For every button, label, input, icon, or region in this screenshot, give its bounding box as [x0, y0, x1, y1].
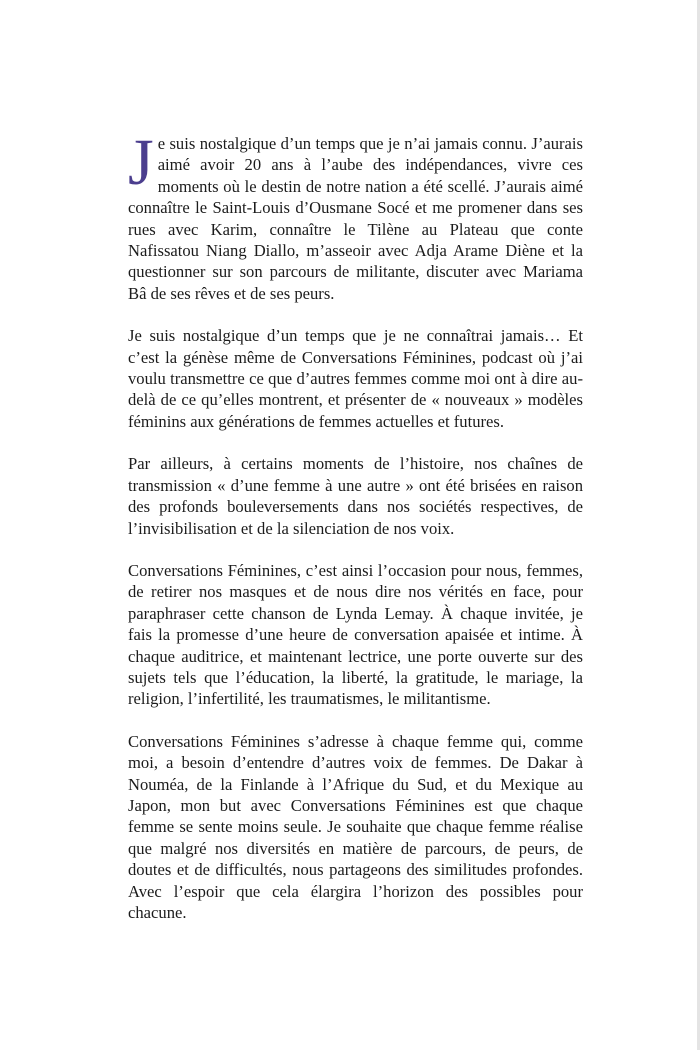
paragraph-5: Conversations Féminines s’adresse à chaque femme qui, comme moi, a besoin d’entendre d’autres voix de femmes. De Dakar à Nouméa, de la Finlande à l’Afrique du Sud, et du Mexique au Japon, mon but avec Conversations Féminines est que chaque femme se sente moins seule. Je souhaite que chaque femme réalise que malgré nos diversités en matière de parcours, de peurs, de doutes et de difficultés, nous partageons des similitudes profondes. Avec l’espoir que cela élargira l’horizon des possibles pour chacune.: [128, 731, 583, 922]
paragraph-4: Conversations Féminines, c’est ainsi l’occasion pour nous, femmes, de retirer nos masques et de nous dire nos vérités en face, pour paraphraser cette chanson de Lynda Lemay. À chaque invitée, je fais la promesse d’une heure de conversation apaisée et intime. À chaque auditrice, et maintenant lectrice, une porte ouverte sur des sujets tels que l’éducation, la liberté, la gratitude, le mariage, la religion, l’infertilité, les traumatismes, le militantisme.: [128, 560, 583, 709]
preface-text: [128, 126, 583, 923]
paragraph-2: Je suis nostalgique d’un temps que je ne connaîtrai jamais… Et c’est la génèse même de Conversations Féminines, podcast où j’ai voulu transmettre ce que d’autres femmes comme moi ont à dire au-delà de ce qu’elles montrent, et présenter de « nouveaux » modèles féminins aux générations de femmes actuelles et futures.: [128, 326, 583, 431]
paragraph-3: Par ailleurs, à certains moments de l’histoire, nos chaînes de transmission « d’une femme à une autre » ont été brisées en raison des profonds bouleversements dans nos sociétés respectives, de l’invisibilisation et de la silenciation de nos voix.: [128, 454, 583, 538]
paragraph-1: [128, 126, 583, 304]
drop-cap-letter: J: [128, 126, 154, 199]
paragraph-1-text: e suis nostalgique d’un temps que je n’ai jamais connu. J’aurais aimé avoir 20 ans à l’aube des indépendances, vivre ces moments où le destin de notre nation a été scellé. J’aurais aimé connaître le Saint-Louis d’Ousmane Socé et me promener dans ses rues avec Karim, connaître le Tilène au Plateau que conte Nafissatou Niang Diallo, m’asseoir avec Adja Arame Diène et la questionner sur son parcours de militante, discuter avec Mariama Bâ de ses rêves et de ses peurs.: [128, 134, 583, 303]
